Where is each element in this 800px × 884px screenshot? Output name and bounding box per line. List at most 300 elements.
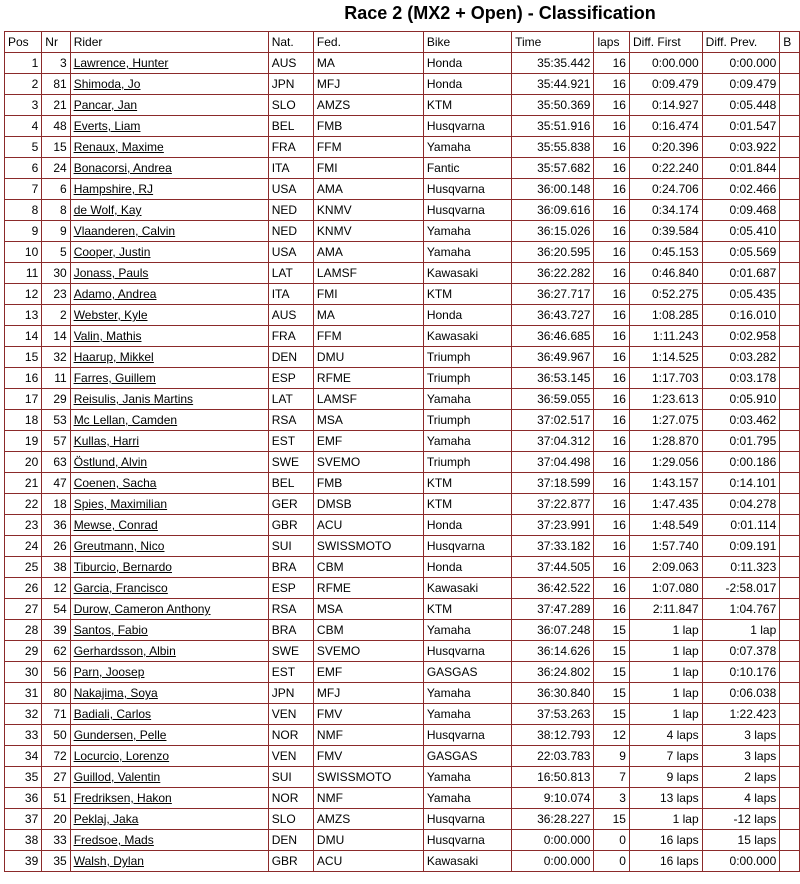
rider-cell <box>70 116 268 137</box>
diff-first-cell: 1:08.285 <box>629 305 702 326</box>
rider-link[interactable]: Santos, Fabio <box>73 623 148 637</box>
diff-first-cell: 0:24.706 <box>629 179 702 200</box>
fed-cell: MA <box>313 305 423 326</box>
pos-cell: 39 <box>5 851 42 872</box>
time-cell: 37:04.312 <box>512 431 594 452</box>
rider-link[interactable]: Östlund, Alvin <box>73 455 148 469</box>
pos-cell: 26 <box>5 578 42 599</box>
pos-cell: 27 <box>5 599 42 620</box>
fed-cell: SVEMO <box>313 641 423 662</box>
table-row <box>5 473 800 494</box>
laps-cell: 16 <box>594 431 630 452</box>
bike-cell: KTM <box>423 599 511 620</box>
b-cell <box>780 200 800 221</box>
col-header-time: Time <box>512 32 594 53</box>
nr-cell: 24 <box>42 158 70 179</box>
time-cell: 37:18.599 <box>512 473 594 494</box>
pos-cell: 13 <box>5 305 42 326</box>
b-cell <box>780 116 800 137</box>
time-cell: 36:43.727 <box>512 305 594 326</box>
rider-link[interactable]: Adamo, Andrea <box>73 287 157 301</box>
nr-cell: 71 <box>42 704 70 725</box>
b-cell <box>780 431 800 452</box>
rider-link[interactable]: Pancar, Jan <box>73 98 138 112</box>
b-cell <box>780 620 800 641</box>
nr-cell: 56 <box>42 662 70 683</box>
table-row <box>5 578 800 599</box>
b-cell <box>780 809 800 830</box>
laps-cell: 15 <box>594 662 630 683</box>
b-cell <box>780 326 800 347</box>
time-cell: 36:22.282 <box>512 263 594 284</box>
rider-cell <box>70 788 268 809</box>
b-cell <box>780 452 800 473</box>
time-cell: 36:28.227 <box>512 809 594 830</box>
laps-cell: 16 <box>594 242 630 263</box>
bike-cell: Husqvarna <box>423 830 511 851</box>
laps-cell: 16 <box>594 536 630 557</box>
laps-cell: 16 <box>594 284 630 305</box>
fed-cell: SWISSMOTO <box>313 536 423 557</box>
pos-cell: 11 <box>5 263 42 284</box>
bike-cell: Kawasaki <box>423 578 511 599</box>
rider-link[interactable]: Lawrence, Hunter <box>73 56 169 70</box>
time-cell: 38:12.793 <box>512 725 594 746</box>
nr-cell: 35 <box>42 851 70 872</box>
table-row <box>5 788 800 809</box>
rider-link[interactable]: Haarup, Mikkel <box>73 350 154 364</box>
pos-cell: 20 <box>5 452 42 473</box>
fed-cell: EMF <box>313 431 423 452</box>
table-row <box>5 557 800 578</box>
bike-cell: Honda <box>423 53 511 74</box>
nat-cell: AUS <box>268 305 313 326</box>
rider-cell <box>70 641 268 662</box>
table-row <box>5 326 800 347</box>
laps-cell: 16 <box>594 368 630 389</box>
diff-first-cell: 9 laps <box>629 767 702 788</box>
table-row <box>5 284 800 305</box>
b-cell <box>780 74 800 95</box>
rider-cell <box>70 305 268 326</box>
fed-cell: CBM <box>313 620 423 641</box>
b-cell <box>780 515 800 536</box>
b-cell <box>780 851 800 872</box>
rider-cell <box>70 473 268 494</box>
rider-link[interactable]: Hampshire, RJ <box>73 182 154 196</box>
nr-cell: 27 <box>42 767 70 788</box>
b-cell <box>780 578 800 599</box>
nat-cell: ITA <box>268 158 313 179</box>
bike-cell: Husqvarna <box>423 200 511 221</box>
diff-first-cell: 1 lap <box>629 809 702 830</box>
rider-link[interactable]: Kullas, Harri <box>73 434 140 448</box>
time-cell: 35:55.838 <box>512 137 594 158</box>
fed-cell: KNMV <box>313 200 423 221</box>
table-row <box>5 599 800 620</box>
nat-cell: AUS <box>268 53 313 74</box>
nr-cell: 32 <box>42 347 70 368</box>
diff-first-cell: 1:14.525 <box>629 347 702 368</box>
bike-cell: Triumph <box>423 452 511 473</box>
diff-prev-cell: 0:00.000 <box>702 851 780 872</box>
nat-cell: LAT <box>268 389 313 410</box>
time-cell: 36:00.148 <box>512 179 594 200</box>
rider-link[interactable]: Reisulis, Janis Martins <box>73 392 194 406</box>
rider-cell <box>70 830 268 851</box>
laps-cell: 16 <box>594 410 630 431</box>
col-header-nr: Nr <box>42 32 70 53</box>
rider-link[interactable]: Walsh, Dylan <box>73 854 144 868</box>
rider-link[interactable]: Peklaj, Jaka <box>73 812 139 826</box>
col-header-nat: Nat. <box>268 32 313 53</box>
time-cell: 35:50.369 <box>512 95 594 116</box>
table-row <box>5 368 800 389</box>
table-row <box>5 410 800 431</box>
diff-prev-cell: 0:09.479 <box>702 74 780 95</box>
nat-cell: JPN <box>268 683 313 704</box>
rider-link[interactable]: Mewse, Conrad <box>73 518 158 532</box>
diff-prev-cell: 3 laps <box>702 746 780 767</box>
b-cell <box>780 536 800 557</box>
nat-cell: GER <box>268 494 313 515</box>
time-cell: 0:00.000 <box>512 851 594 872</box>
table-row <box>5 305 800 326</box>
table-row <box>5 74 800 95</box>
nr-cell: 72 <box>42 746 70 767</box>
diff-prev-cell: 0:02.466 <box>702 179 780 200</box>
rider-link[interactable]: Greutmann, Nico <box>73 539 165 553</box>
rider-link[interactable]: Bonacorsi, Andrea <box>73 161 172 175</box>
diff-first-cell: 0:14.927 <box>629 95 702 116</box>
pos-cell: 6 <box>5 158 42 179</box>
nr-cell: 48 <box>42 116 70 137</box>
diff-prev-cell: 0:16.010 <box>702 305 780 326</box>
pos-cell: 35 <box>5 767 42 788</box>
rider-cell <box>70 95 268 116</box>
diff-prev-cell: 1:22.423 <box>702 704 780 725</box>
rider-cell <box>70 620 268 641</box>
fed-cell: MA <box>313 53 423 74</box>
nr-cell: 11 <box>42 368 70 389</box>
pos-cell: 24 <box>5 536 42 557</box>
rider-cell <box>70 536 268 557</box>
diff-first-cell: 0:09.479 <box>629 74 702 95</box>
diff-first-cell: 1:17.703 <box>629 368 702 389</box>
table-row <box>5 137 800 158</box>
diff-prev-cell: 0:03.462 <box>702 410 780 431</box>
rider-link[interactable]: Parn, Joosep <box>73 665 145 679</box>
rider-cell <box>70 263 268 284</box>
time-cell: 36:07.248 <box>512 620 594 641</box>
rider-link[interactable]: Cooper, Justin <box>73 245 151 259</box>
time-cell: 36:24.802 <box>512 662 594 683</box>
header-row <box>5 32 800 53</box>
pos-cell: 15 <box>5 347 42 368</box>
bike-cell: Kawasaki <box>423 326 511 347</box>
b-cell <box>780 725 800 746</box>
diff-first-cell: 0:20.396 <box>629 137 702 158</box>
nr-cell: 9 <box>42 221 70 242</box>
diff-prev-cell: 0:07.378 <box>702 641 780 662</box>
rider-link[interactable]: Gundersen, Pelle <box>73 728 167 742</box>
laps-cell: 16 <box>594 158 630 179</box>
bike-cell: Honda <box>423 305 511 326</box>
nr-cell: 20 <box>42 809 70 830</box>
col-header-bike: Bike <box>423 32 511 53</box>
laps-cell: 16 <box>594 515 630 536</box>
bike-cell: Yamaha <box>423 221 511 242</box>
bike-cell: Yamaha <box>423 788 511 809</box>
time-cell: 37:04.498 <box>512 452 594 473</box>
time-cell: 36:42.522 <box>512 578 594 599</box>
rider-cell <box>70 578 268 599</box>
fed-cell: EMF <box>313 662 423 683</box>
nat-cell: SWE <box>268 641 313 662</box>
nat-cell: SWE <box>268 452 313 473</box>
laps-cell: 16 <box>594 95 630 116</box>
rider-link[interactable]: Webster, Kyle <box>73 308 148 322</box>
bike-cell: Yamaha <box>423 431 511 452</box>
rider-link[interactable]: Renaux, Maxime <box>73 140 164 154</box>
pos-cell: 5 <box>5 137 42 158</box>
rider-link[interactable]: de Wolf, Kay <box>73 203 142 217</box>
b-cell <box>780 599 800 620</box>
laps-cell: 15 <box>594 809 630 830</box>
rider-link[interactable]: Coenen, Sacha <box>73 476 157 490</box>
diff-prev-cell: 0:09.191 <box>702 536 780 557</box>
b-cell <box>780 746 800 767</box>
pos-cell: 14 <box>5 326 42 347</box>
nr-cell: 80 <box>42 683 70 704</box>
laps-cell: 16 <box>594 599 630 620</box>
b-cell <box>780 179 800 200</box>
table-row <box>5 683 800 704</box>
laps-cell: 16 <box>594 137 630 158</box>
page-title: Race 2 (MX2 + Open) - Classification <box>344 3 656 23</box>
time-cell: 37:53.263 <box>512 704 594 725</box>
rider-link[interactable]: Spies, Maximilian <box>73 497 168 511</box>
nat-cell: FRA <box>268 137 313 158</box>
diff-first-cell: 16 laps <box>629 830 702 851</box>
diff-prev-cell: 0:06.038 <box>702 683 780 704</box>
pos-cell: 25 <box>5 557 42 578</box>
nr-cell: 47 <box>42 473 70 494</box>
nat-cell: BEL <box>268 116 313 137</box>
diff-first-cell: 16 laps <box>629 851 702 872</box>
rider-link[interactable]: Shimoda, Jo <box>73 77 141 91</box>
pos-cell: 22 <box>5 494 42 515</box>
bike-cell: Yamaha <box>423 137 511 158</box>
nat-cell: SLO <box>268 809 313 830</box>
rider-cell <box>70 347 268 368</box>
fed-cell: NMF <box>313 725 423 746</box>
laps-cell: 16 <box>594 74 630 95</box>
bike-cell: Fantic <box>423 158 511 179</box>
nat-cell: USA <box>268 242 313 263</box>
bike-cell: Yamaha <box>423 704 511 725</box>
nr-cell: 50 <box>42 725 70 746</box>
pos-cell: 21 <box>5 473 42 494</box>
nr-cell: 15 <box>42 137 70 158</box>
rider-link[interactable]: Guillod, Valentin <box>73 770 161 784</box>
rider-link[interactable]: Locurcio, Lorenzo <box>73 749 170 763</box>
laps-cell: 16 <box>594 557 630 578</box>
diff-prev-cell: 0:05.569 <box>702 242 780 263</box>
rider-link[interactable]: Nakajima, Soya <box>73 686 158 700</box>
rider-link[interactable]: Gerhardsson, Albin <box>73 644 176 658</box>
diff-prev-cell: 0:00.000 <box>702 53 780 74</box>
fed-cell: AMA <box>313 242 423 263</box>
time-cell: 35:57.682 <box>512 158 594 179</box>
table-row <box>5 242 800 263</box>
b-cell <box>780 410 800 431</box>
b-cell <box>780 473 800 494</box>
diff-first-cell: 1:57.740 <box>629 536 702 557</box>
rider-cell <box>70 515 268 536</box>
fed-cell: AMZS <box>313 809 423 830</box>
diff-prev-cell: 0:03.178 <box>702 368 780 389</box>
b-cell <box>780 557 800 578</box>
table-row <box>5 116 800 137</box>
col-header-pos: Pos <box>5 32 42 53</box>
nat-cell: GBR <box>268 515 313 536</box>
fed-cell: FMV <box>313 746 423 767</box>
fed-cell: SWISSMOTO <box>313 767 423 788</box>
col-header-fed: Fed. <box>313 32 423 53</box>
diff-first-cell: 2:09.063 <box>629 557 702 578</box>
nat-cell: NOR <box>268 725 313 746</box>
bike-cell: KTM <box>423 494 511 515</box>
diff-first-cell: 4 laps <box>629 725 702 746</box>
laps-cell: 16 <box>594 578 630 599</box>
nat-cell: USA <box>268 179 313 200</box>
rider-cell <box>70 326 268 347</box>
fed-cell: FFM <box>313 137 423 158</box>
diff-first-cell: 0:45.153 <box>629 242 702 263</box>
nr-cell: 2 <box>42 305 70 326</box>
time-cell: 36:49.967 <box>512 347 594 368</box>
table-row <box>5 620 800 641</box>
rider-cell <box>70 137 268 158</box>
diff-prev-cell: 0:11.323 <box>702 557 780 578</box>
pos-cell: 38 <box>5 830 42 851</box>
pos-cell: 17 <box>5 389 42 410</box>
b-cell <box>780 305 800 326</box>
rider-link[interactable]: Jonass, Pauls <box>73 266 149 280</box>
b-cell <box>780 242 800 263</box>
bike-cell: Yamaha <box>423 683 511 704</box>
rider-link[interactable]: Mc Lellan, Camden <box>73 413 178 427</box>
nat-cell: ESP <box>268 368 313 389</box>
diff-first-cell: 0:00.000 <box>629 53 702 74</box>
table-row <box>5 641 800 662</box>
rider-link[interactable]: Garcia, Francisco <box>73 581 168 595</box>
fed-cell: DMU <box>313 347 423 368</box>
rider-cell <box>70 389 268 410</box>
nr-cell: 3 <box>42 53 70 74</box>
time-cell: 0:00.000 <box>512 830 594 851</box>
laps-cell: 0 <box>594 830 630 851</box>
nat-cell: LAT <box>268 263 313 284</box>
diff-prev-cell: 0:14.101 <box>702 473 780 494</box>
nr-cell: 36 <box>42 515 70 536</box>
diff-first-cell: 1:27.075 <box>629 410 702 431</box>
bike-cell: Kawasaki <box>423 263 511 284</box>
time-cell: 37:02.517 <box>512 410 594 431</box>
nat-cell: BEL <box>268 473 313 494</box>
diff-prev-cell: 1 lap <box>702 620 780 641</box>
laps-cell: 16 <box>594 116 630 137</box>
nr-cell: 81 <box>42 74 70 95</box>
diff-prev-cell: 0:01.687 <box>702 263 780 284</box>
diff-prev-cell: 0:03.282 <box>702 347 780 368</box>
bike-cell: Husqvarna <box>423 116 511 137</box>
rider-link[interactable]: Tiburcio, Bernardo <box>73 560 172 574</box>
fed-cell: LAMSF <box>313 263 423 284</box>
time-cell: 36:14.626 <box>512 641 594 662</box>
rider-cell <box>70 809 268 830</box>
diff-first-cell: 0:34.174 <box>629 200 702 221</box>
rider-cell <box>70 683 268 704</box>
diff-prev-cell: 0:09.468 <box>702 200 780 221</box>
bike-cell: Husqvarna <box>423 641 511 662</box>
rider-cell <box>70 494 268 515</box>
b-cell <box>780 95 800 116</box>
fed-cell: ACU <box>313 851 423 872</box>
diff-prev-cell: 0:01.795 <box>702 431 780 452</box>
diff-prev-cell: 1:04.767 <box>702 599 780 620</box>
diff-first-cell: 1:48.549 <box>629 515 702 536</box>
rider-cell <box>70 368 268 389</box>
rider-link[interactable]: Farres, Guillem <box>73 371 156 385</box>
nr-cell: 26 <box>42 536 70 557</box>
fed-cell: DMSB <box>313 494 423 515</box>
nat-cell: VEN <box>268 746 313 767</box>
nr-cell: 38 <box>42 557 70 578</box>
rider-link[interactable]: Valin, Mathis <box>73 329 142 343</box>
rider-cell <box>70 284 268 305</box>
nat-cell: GBR <box>268 851 313 872</box>
rider-link[interactable]: Vlaanderen, Calvin <box>73 224 176 238</box>
pos-cell: 10 <box>5 242 42 263</box>
rider-link[interactable]: Everts, Liam <box>73 119 141 133</box>
diff-prev-cell: 0:10.176 <box>702 662 780 683</box>
time-cell: 36:53.145 <box>512 368 594 389</box>
bike-cell: Honda <box>423 515 511 536</box>
pos-cell: 19 <box>5 431 42 452</box>
rider-link[interactable]: Fredriksen, Hakon <box>73 791 172 805</box>
bike-cell: Husqvarna <box>423 179 511 200</box>
table-row <box>5 767 800 788</box>
b-cell <box>780 137 800 158</box>
table-row <box>5 53 800 74</box>
rider-link[interactable]: Durow, Cameron Anthony <box>73 602 211 616</box>
laps-cell: 16 <box>594 494 630 515</box>
diff-first-cell: 2:11.847 <box>629 599 702 620</box>
rider-link[interactable]: Badiali, Carlos <box>73 707 152 721</box>
rider-cell <box>70 851 268 872</box>
nr-cell: 21 <box>42 95 70 116</box>
pos-cell: 37 <box>5 809 42 830</box>
fed-cell: AMZS <box>313 95 423 116</box>
diff-first-cell: 1:47.435 <box>629 494 702 515</box>
laps-cell: 16 <box>594 389 630 410</box>
time-cell: 37:33.182 <box>512 536 594 557</box>
nr-cell: 29 <box>42 389 70 410</box>
rider-cell <box>70 221 268 242</box>
rider-link[interactable]: Fredsoe, Mads <box>73 833 154 847</box>
